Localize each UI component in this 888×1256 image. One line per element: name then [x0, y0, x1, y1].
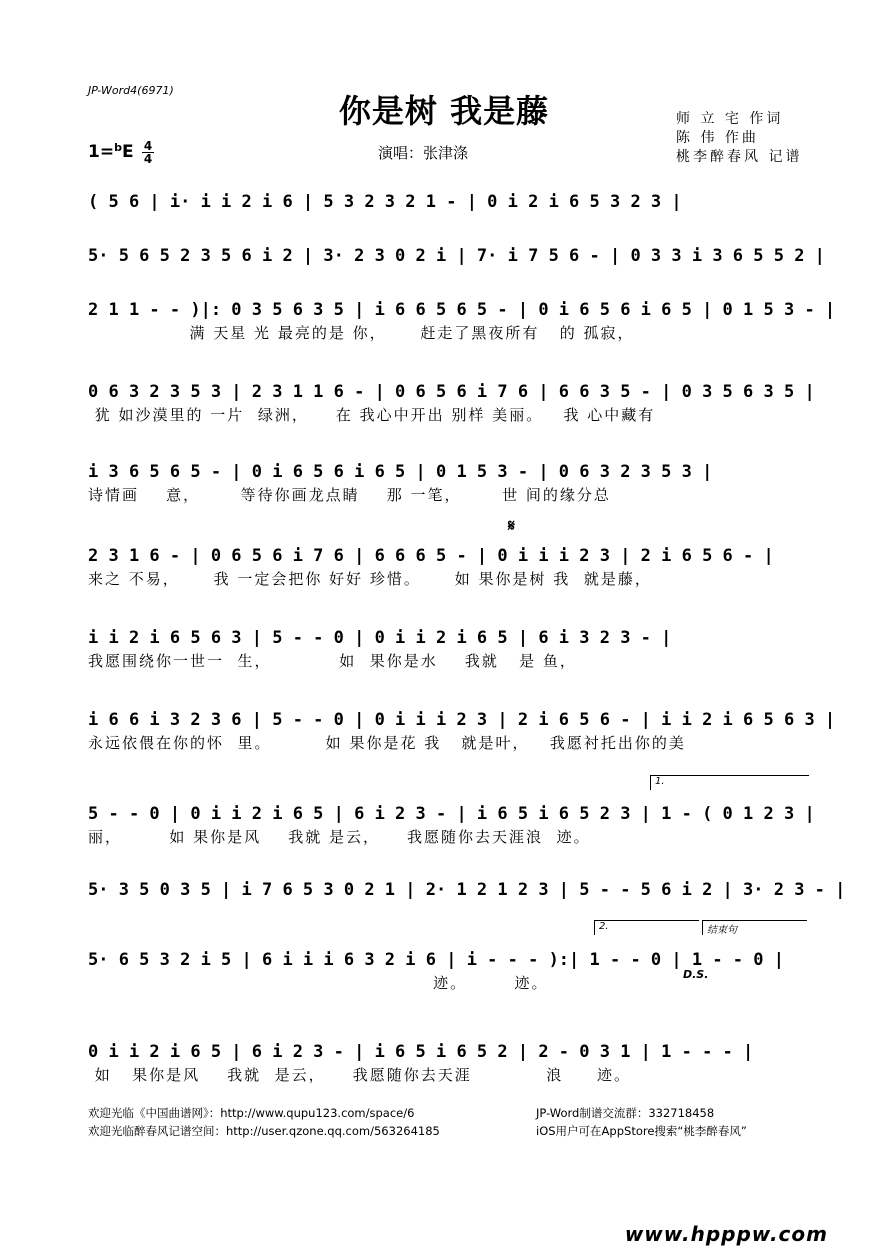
- note-line: i 3 6 5 6 5 - | 0 i 6 5 6 i 6 5 | 0 1 5 3 - | 0 6 3 2 3 5 3 |: [88, 462, 713, 482]
- note-line: 5· 3 5 0 3 5 | i 7 6 5 3 0 2 1 | 2· 1 2 1 2 3 | 5 - - 5 6 i 2 | 3· 2 3 - |: [88, 880, 846, 900]
- key-signature: 1=$^b$E: [88, 141, 134, 162]
- lyric-line: 满 天星 光 最亮的是 你， 赶走了黑夜所有 的 孤寂，: [88, 324, 635, 342]
- note-line: 0 6 3 2 3 5 3 | 2 3 1 1 6 - | 0 6 5 6 i 7 6 | 6 6 3 5 - | 0 3 5 6 3 5 |: [88, 382, 815, 402]
- source-label: JP-Word4(6971): [88, 84, 174, 97]
- segno-mark: 𝄋: [508, 516, 515, 535]
- note-line: i i 2 i 6 5 6 3 | 5 - - 0 | 0 i i 2 i 6 5 | 6 i 3 2 3 - |: [88, 628, 672, 648]
- lyric-line: 丽， 如 果你是风 我就 是云， 我愿随你去天涯浪 迹。: [88, 828, 591, 846]
- note-line: i 6 6 i 3 2 3 6 | 5 - - 0 | 0 i i i 2 3 | 2 i 6 5 6 - | i i 2 i 6 5 6 3 |: [88, 710, 836, 730]
- note-line: 2 1 1 - - )|: 0 3 5 6 3 5 | i 6 6 5 6 5 - | 0 i 6 5 6 i 6 5 | 0 1 5 3 - |: [88, 300, 836, 320]
- note-line: 2 3 1 6 - | 0 6 5 6 i 7 6 | 6 6 6 5 - | 0 i i i 2 3 | 2 i 6 5 6 - |: [88, 546, 774, 566]
- lyric-line: 诗情画 意， 等待你画龙点睛 那 一笔， 世 间的缘分总: [88, 486, 611, 504]
- lyric-line: 如 果你是风 我就 是云， 我愿随你去天涯 浪 迹。: [88, 1066, 632, 1084]
- note-line: 0 i i 2 i 6 5 | 6 i 2 3 - | i 6 5 i 6 5 2 | 2 - 0 3 1 | 1 - - - |: [88, 1042, 754, 1062]
- song-title: 你是树 我是藤: [338, 92, 550, 130]
- footer-ios-info: iOS用户可在AppStore搜索“桃李醉春风”: [536, 1124, 747, 1138]
- footer-group-info: JP-Word制谱交流群：332718458: [536, 1106, 715, 1120]
- note-line: 5 - - 0 | 0 i i 2 i 6 5 | 6 i 2 3 - | i 6 5 i 6 5 2 3 | 1 - ( 0 1 2 3 |: [88, 804, 815, 824]
- footer-link-qzone[interactable]: 欢迎光临醉春风记谱空间：http://user.qzone.qq.com/563264185: [88, 1124, 440, 1138]
- lyric-line: 我愿围绕你一世一 生， 如 果你是水 我就 是 鱼，: [88, 652, 577, 670]
- footer-link-qupu[interactable]: 欢迎光临《中国曲谱网》：http://www.qupu123.com/space/6: [88, 1106, 415, 1120]
- lyricist-credit: 师 立 宅 作词: [676, 111, 784, 127]
- ending-bracket: 结束句: [702, 920, 807, 935]
- footer: [88, 1104, 818, 1140]
- note-line: ( 5 6 | i· i i 2 i 6 | 5 3 2 3 2 1 - | 0 i 2 i 6 5 3 2 3 |: [88, 192, 682, 212]
- note-line: 5· 5 6 5 2 3 5 6 i 2 | 3· 2 3 0 2 i | 7· i 7 5 6 - | 0 3 3 i 3 6 5 5 2 |: [88, 246, 825, 266]
- composer-credit: 陈 伟 作曲: [676, 130, 759, 146]
- note-line: 5· 6 5 3 2 i 5 | 6 i i i 6 3 2 i 6 | i - - - ):| 1 - - 0 | 1 - - 0 |: [88, 950, 784, 970]
- lyric-line: 永远依偎在你的怀 里。 如 果你是花 我 就是叶， 我愿衬托出你的美: [88, 734, 686, 752]
- time-signature: 4 4: [143, 139, 153, 166]
- volta-2: 2.: [594, 920, 699, 935]
- lyric-line: 迹。 迹。: [88, 974, 549, 992]
- singer-credit: 演唱：张津涤: [378, 144, 469, 162]
- footer-right: [536, 1104, 747, 1140]
- lyric-line: 犹 如沙漠里的 一片 绿洲， 在 我心中开出 别样 美丽。 我 心中藏有: [88, 406, 656, 424]
- lyric-line: 来之 不易， 我 一定会把你 好好 珍惜。 如 果你是树 我 就是藤，: [88, 570, 652, 588]
- volta-1: 1.: [650, 775, 809, 790]
- ds-mark: D.S.: [683, 968, 709, 981]
- watermark: www.hpppw.com: [624, 1222, 828, 1246]
- transcriber-credit: 桃李醉春风 记谱: [676, 149, 803, 165]
